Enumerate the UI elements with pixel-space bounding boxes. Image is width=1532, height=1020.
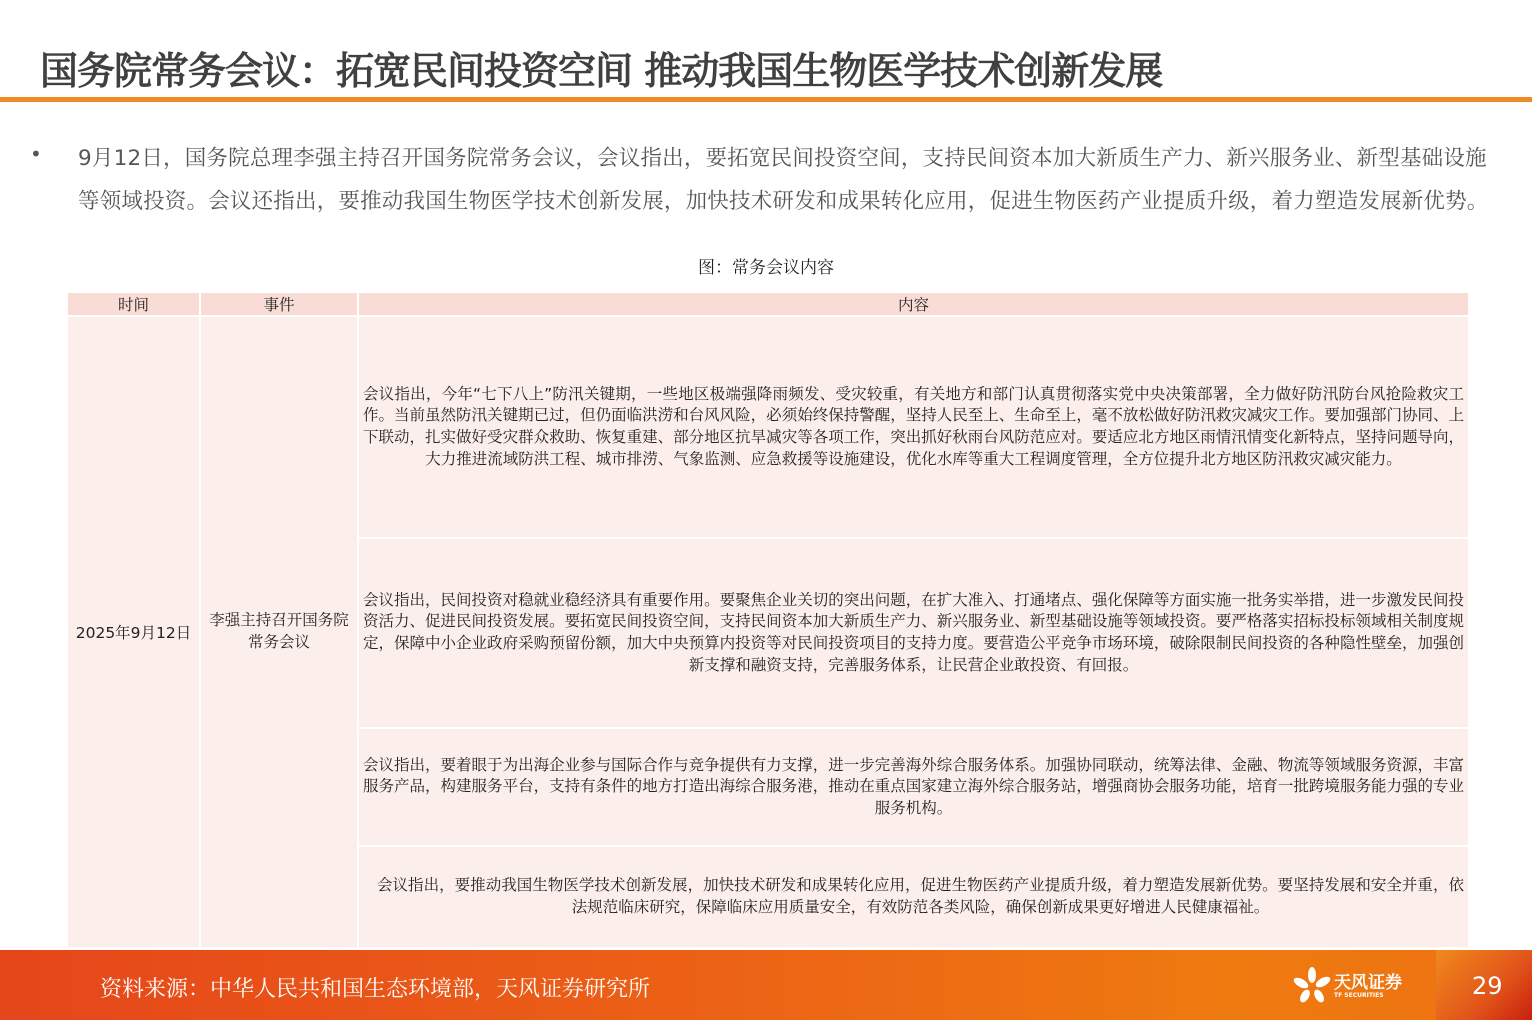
- intro-paragraph: 9月12日，国务院总理李强主持召开国务院常务会议，会议指出，要拓宽民间投资空间，支持民间资本加大新质生产力、新兴服务业、新型基础设施等领域投资。会议还指出，要推动我国生物医学技术创新发展，加快技术研发和成果转化应用，促进生物医药产业提质升级，着力塑造发展新优势。: [78, 146, 1489, 214]
- company-logo: [1292, 966, 1402, 1006]
- header-event: 事件: [200, 292, 358, 316]
- flower-logo-icon: [1292, 966, 1332, 1006]
- table-row: [67, 316, 1469, 538]
- source-note: 资料来源：中华人民共和国生态环境部，天风证券研究所: [100, 977, 651, 1002]
- date-cell: 2025年9月12日: [67, 316, 200, 948]
- footer-bar: [0, 950, 1532, 1020]
- logo-text-en: TF SECURITIES: [1334, 991, 1384, 999]
- page-title: 国务院常务会议：拓宽民间投资空间 推动我国生物医学技术创新发展: [40, 49, 1163, 93]
- content-cell: 会议指出，要推动我国生物医学技术创新发展，加快技术研发和成果转化应用，促进生物医药产业提质升级，着力塑造发展新优势。要坚持发展和安全并重，依法规范临床研究，保障临床应用质量安全，有效防范各类风险，确保创新成果更好增进人民健康福祉。: [358, 846, 1469, 948]
- title-divider: [0, 97, 1532, 102]
- content-cell: 会议指出，今年“七下八上”防汛关键期，一些地区极端强降雨频发、受灾较重，有关地方和部门认真贯彻落实党中央决策部署，全力做好防汛防台风抢险救灾工作。当前虽然防汛关键期已过，但仍面临洪涝和台风风险，必须始终保持警醒，坚持人民至上、生命至上，毫不放松做好防汛救灾减灾工作。要加强部门协同、上下联动，扎实做好受灾群众救助、恢复重建、部分地区抗旱减灾等各项工作，突出抓好秋雨台风防范应对。要适应北方地区雨情汛情变化新特点，坚持问题导向，大力推进流域防洪工程、城市排涝、气象监测、应急救援等设施建设，优化水库等重大工程调度管理，全方位提升北方地区防汛救灾减灾能力。: [358, 316, 1469, 538]
- header-time: 时间: [67, 292, 200, 316]
- content-cell: 会议指出，民间投资对稳就业稳经济具有重要作用。要聚焦企业关切的突出问题，在扩大准入、打通堵点、强化保障等方面实施一批务实举措，进一步激发民间投资活力、促进民间投资发展。要拓宽民间投资空间，支持民间资本加大新质生产力、新兴服务业、新型基础设施等领域投资。要严格落实招标投标领域相关制度规定，保障中小企业政府采购预留份额，加大中央预算内投资等对民间投资项目的支持力度。要营造公平竞争市场环境，破除限制民间投资的各种隐性壁垒，加强创新支撑和融资支持，完善服务体系，让民营企业敢投资、有回报。: [358, 538, 1469, 728]
- table-header-row: [67, 292, 1469, 316]
- content-cell: 会议指出，要着眼于为出海企业参与国际合作与竞争提供有力支撑，进一步完善海外综合服务体系。加强协同联动，统筹法律、金融、物流等领域服务资源，丰富服务产品，构建服务平台，支持有条件的地方打造出海综合服务港，推动在重点国家建立海外综合服务站，增强商协会服务功能，培育一批跨境服务能力强的专业服务机构。: [358, 728, 1469, 846]
- header-content: 内容: [358, 292, 1469, 316]
- logo-text-cn: 天风证券: [1334, 972, 1402, 993]
- bullet-marker: •: [30, 142, 42, 166]
- figure-caption: 图：常务会议内容: [698, 258, 834, 278]
- event-cell: 李强主持召开国务院常务会议: [200, 316, 358, 948]
- meeting-table: [66, 291, 1470, 949]
- page-number: 29: [1472, 972, 1503, 1000]
